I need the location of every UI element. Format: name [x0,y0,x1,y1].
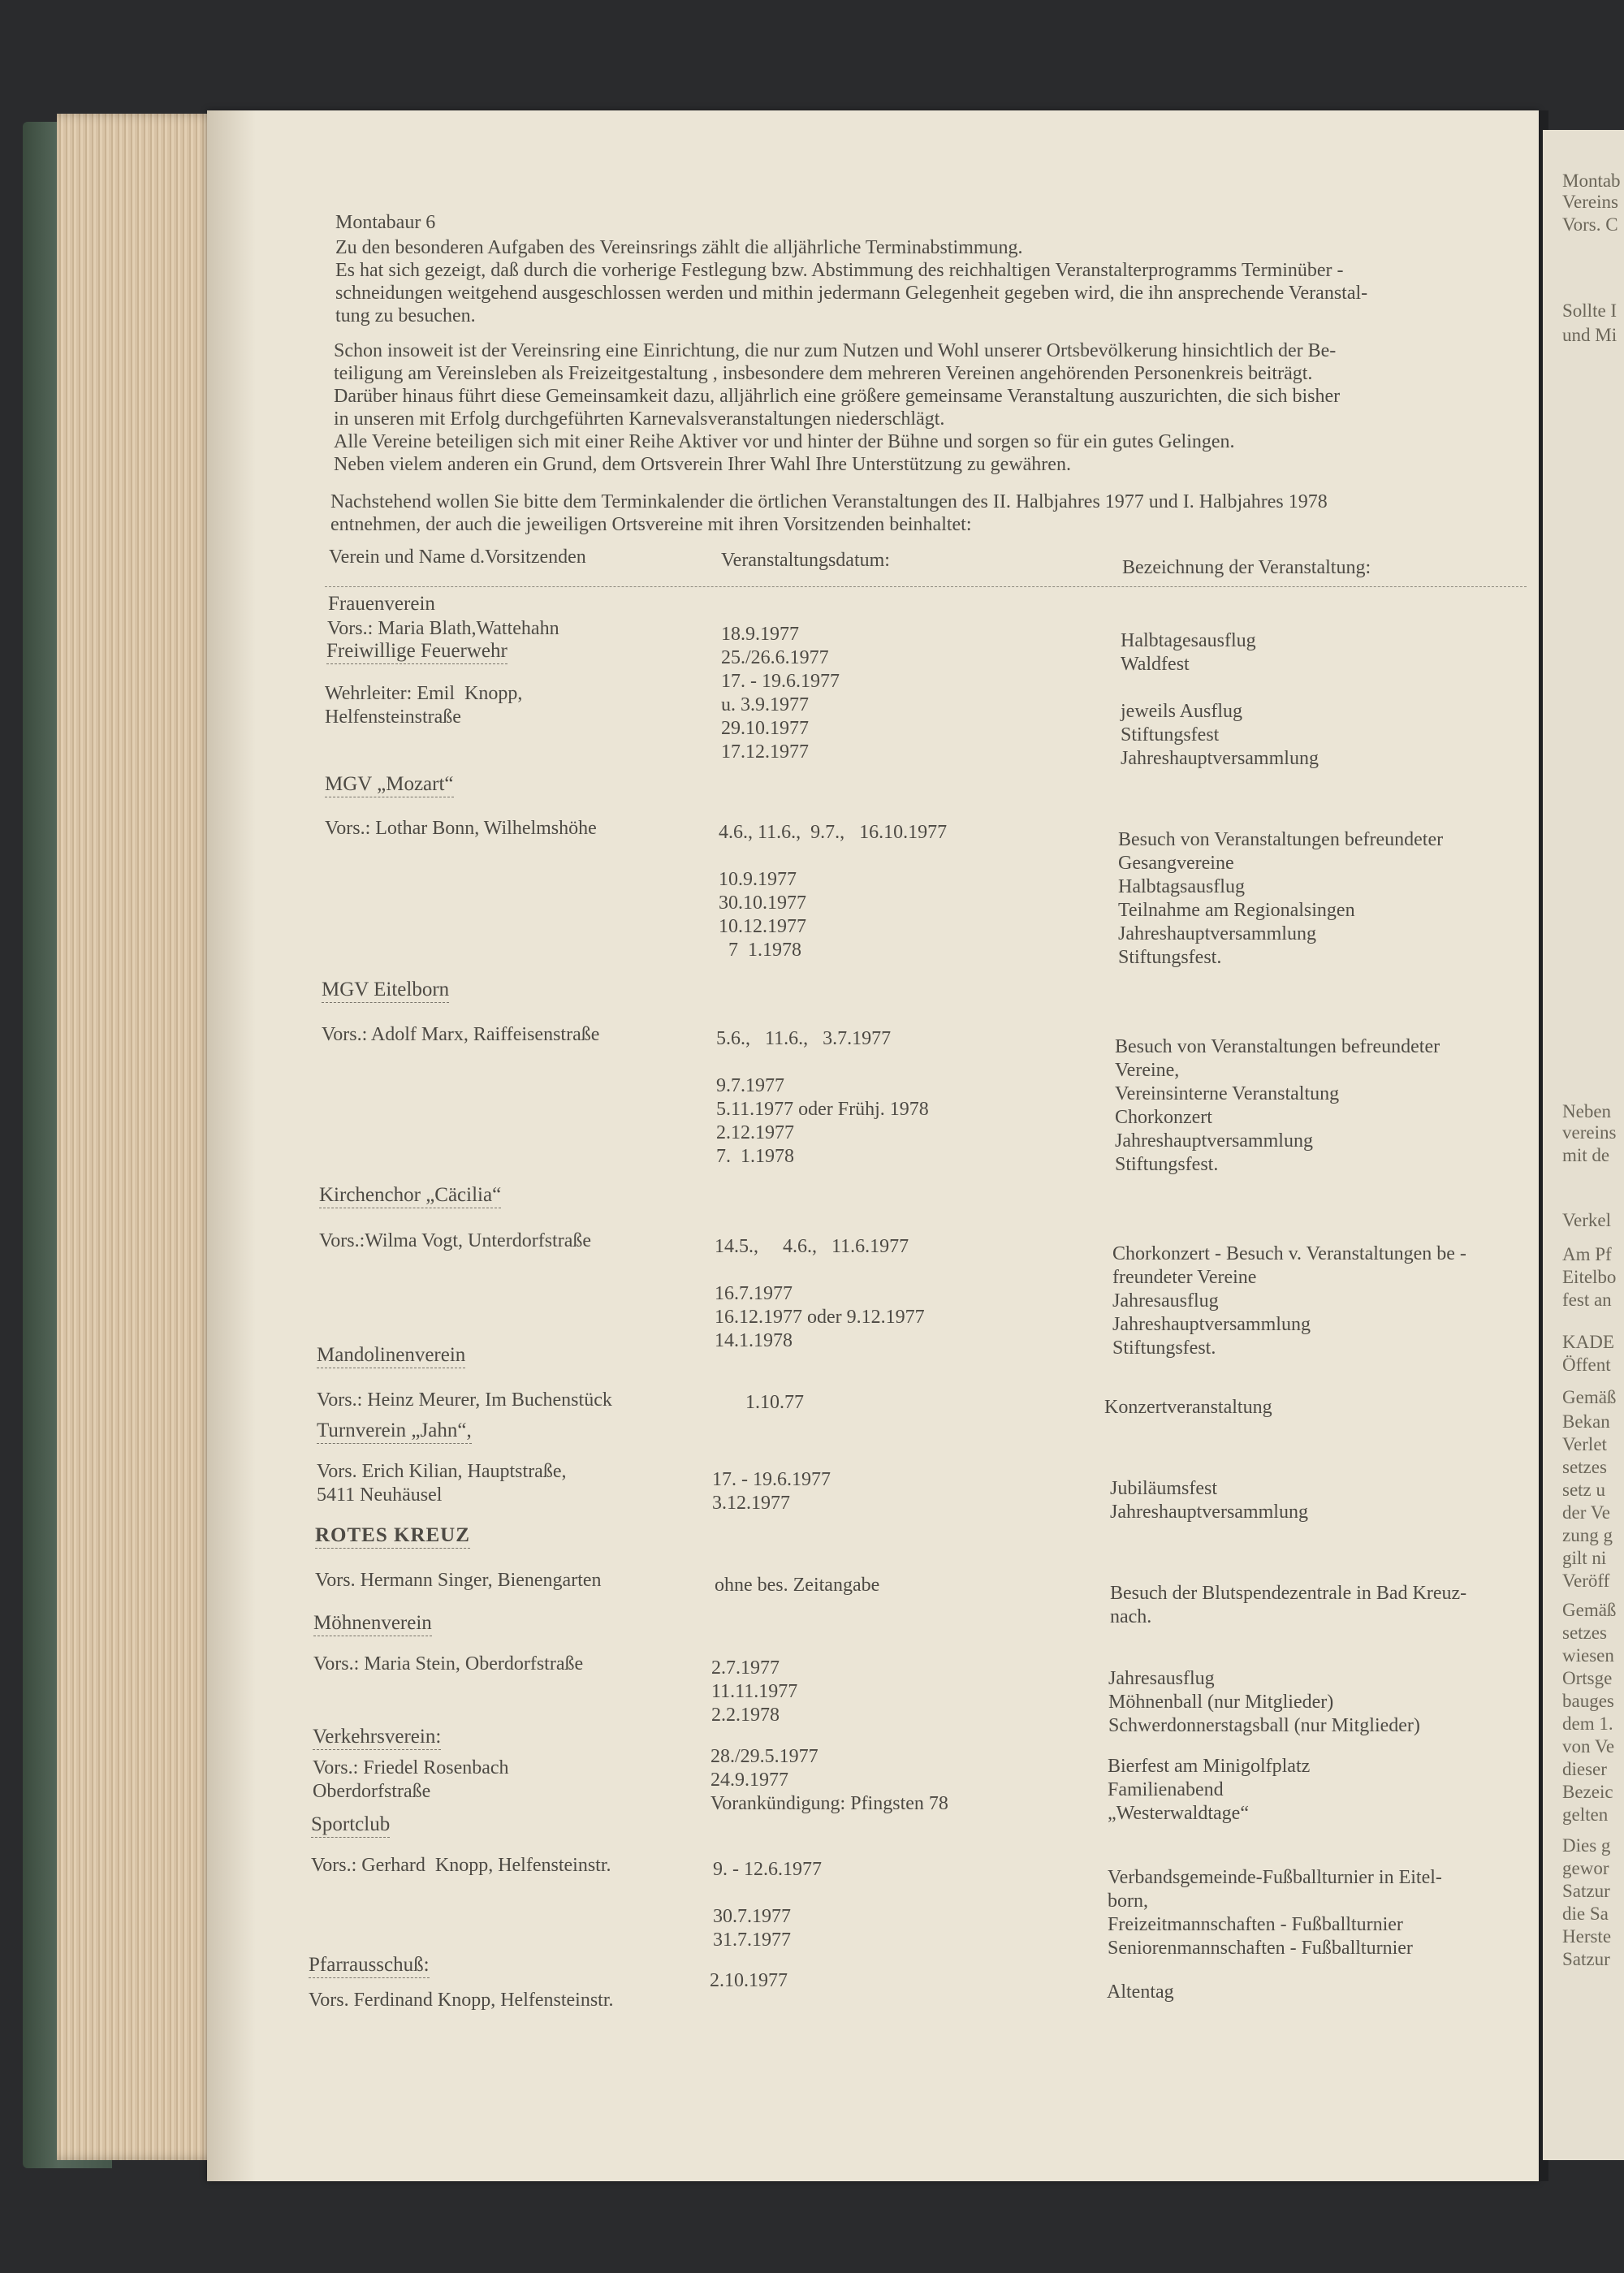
adjacent-page-fragment: Vors. C [1562,214,1618,235]
club-name: MGV „Mozart“ [325,773,454,797]
event-dates: 25./26.6.1977 17. - 19.6.1977 u. 3.9.1977 29.10.1977 17.12.1977 [721,647,840,763]
adjacent-page-fragment: bauges [1562,1691,1614,1711]
event-dates: 17. - 19.6.1977 3.12.1977 [712,1469,831,1514]
adjacent-page-fragment: Eitelbo [1562,1267,1617,1287]
intro-line: Zu den besonderen Aufgaben des Vereinsrings zählt die alljährliche Terminabstimmung. [335,237,1023,258]
club-chair: Vors. Ferdinand Knopp, Helfensteinstr. [309,1990,614,2011]
page-reference: Montabaur 6 [335,212,436,233]
club-name: ROTES KREUZ [315,1524,470,1549]
club-name: Turnverein „Jahn“, [317,1420,472,1444]
adjacent-page-fragment: zung g [1562,1525,1613,1545]
club-chair: Vors.: Friedel Rosenbach Oberdorfstraße [313,1757,509,1802]
adjacent-page-fragment: gewor [1562,1858,1609,1878]
adjacent-page-fragment: gilt ni [1562,1548,1607,1568]
club-chair: Wehrleiter: Emil Knopp, Helfensteinstraße [325,683,523,728]
event-dates: 2.10.1977 [710,1970,788,1991]
club-name: Mandolinenverein [317,1344,465,1368]
adjacent-page-fragment: und Mi [1562,325,1618,345]
club-name: Freiwillige Feuerwehr [326,640,508,664]
adjacent-page-fragment: Verkel [1562,1210,1612,1230]
event-dates: 5.6., 11.6., 3.7.1977 9.7.1977 5.11.1977 oder Frühj. 1978 2.12.1977 7. 1.1978 [716,1028,929,1167]
club-chair: Vors.:Wilma Vogt, Unterdorfstraße [319,1230,591,1251]
adjacent-page-fragment: gelten [1562,1804,1609,1825]
paragraph-line: teiligung am Vereinsleben als Freizeitgestaltung , insbesondere dem mehreren Vereinen angehörenden Personenkreis beiträgt. [334,363,1313,384]
adjacent-page-fragment: setz u [1562,1480,1606,1500]
column-header-event: Bezeichnung der Veranstaltung: [1122,557,1371,578]
paragraph-line: Nachstehend wollen Sie bitte dem Terminkalender die örtlichen Veranstaltungen des II. Halbjahres 1977 und I. Halbjahres 1978 [330,491,1328,512]
club-name: Verkehrsverein: [313,1726,441,1750]
adjacent-page-fragment: mit de [1562,1145,1610,1165]
club-name: Pfarrausschuß: [309,1954,430,1978]
adjacent-page-fragment: Herste [1562,1926,1612,1947]
event-description: Waldfest jeweils Ausflug Stiftungsfest Jahreshauptversammlung [1121,654,1319,769]
paragraph-line: Alle Vereine beteiligen sich mit einer Reihe Aktiver vor und hinter der Bühne und sorgen so für ein gutes Gelingen. [334,431,1235,452]
club-name: Möhnenverein [313,1612,432,1636]
adjacent-page-fragment: Bekan [1562,1411,1610,1432]
event-description: Besuch von Veranstaltungen befreundeter Vereine, Vereinsinterne Veranstaltung Chorkonzert Jahreshauptversammlung Stiftungsfest. [1115,1036,1440,1175]
adjacent-page-fragment: Vereins [1562,192,1618,212]
club-name: Frauenverein [328,593,435,615]
club-chair: Vors. Erich Kilian, Hauptstraße, 5411 Neuhäusel [317,1461,567,1506]
paragraph-line: Darüber hinaus führt diese Gemeinsamkeit dazu, alljährlich eine größere gemeinsame Veranstaltung auszurichten, die sich bisher [334,386,1341,407]
event-description: Jubiläumsfest Jahreshauptversammlung [1110,1478,1308,1523]
club-chair: Vors.: Gerhard Knopp, Helfensteinstr. [311,1855,611,1876]
adjacent-page-fragment: die Sa [1562,1904,1609,1924]
event-dates: ohne bes. Zeitangabe [715,1575,880,1596]
adjacent-page-fragment: Satzur [1562,1949,1610,1969]
event-dates: 4.6., 11.6., 9.7., 16.10.1977 10.9.1977 30.10.1977 10.12.1977 7 1.1978 [719,822,948,961]
event-dates: 9. - 12.6.1977 30.7.1977 31.7.1977 [713,1859,822,1951]
club-name: MGV Eitelborn [322,979,449,1003]
intro-line: Es hat sich gezeigt, daß durch die vorherige Festlegung bzw. Abstimmung des reichhaltigen Veranstalterprogramms Terminüber - [335,260,1344,281]
event-description: Jahresausflug Möhnenball (nur Mitglieder) Schwerdonnerstagsball (nur Mitglieder) [1108,1668,1420,1736]
adjacent-page-fragment: KADE [1562,1332,1614,1352]
adjacent-page-fragment: Dies g [1562,1835,1611,1856]
club-name: Sportclub [311,1813,390,1838]
paragraph-line: entnehmen, der auch die jeweiligen Ortsvereine mit ihren Vorsitzenden beinhaltet: [330,514,972,535]
event-dates: 2.7.1977 11.11.1977 2.2.1978 [711,1657,798,1726]
event-dates: 18.9.1977 [721,624,799,645]
header-rule [325,586,1527,587]
event-description: Besuch der Blutspendezentrale in Bad Kreuz- nach. [1110,1583,1467,1627]
event-description: Verbandsgemeinde-Fußballturnier in Eitel- born, Freizeitmannschaften - Fußballturnier Seniorenmannschaften - Fußballturnier [1108,1867,1442,1959]
adjacent-page-fragment: Bezeic [1562,1782,1613,1802]
club-chair: Vors.: Maria Stein, Oberdorfstraße [313,1653,584,1675]
paragraph-line: in unseren mit Erfolg durchgeführten Karnevalsveranstaltungen niederschlägt. [334,408,945,430]
club-chair: Vors.: Heinz Meurer, Im Buchenstück [317,1389,612,1411]
adjacent-page-fragment: Verlet [1562,1434,1607,1454]
event-description: Altentag [1107,1981,1174,2003]
adjacent-page-fragment: Ortsge [1562,1668,1613,1688]
event-description: Chorkonzert - Besuch v. Veranstaltungen be - freundeter Vereine Jahresausflug Jahreshauptversammlung Stiftungsfest. [1112,1243,1466,1359]
intro-line: schneidungen weitgehend ausgeschlossen werden und mithin jedermann Gelegenheit gegeben wird, die ihn ansprechende Veranstal- [335,283,1368,304]
event-dates: 28./29.5.1977 24.9.1977 Vorankündigung: Pfingsten 78 [710,1746,948,1814]
intro-line: tung zu besuchen. [335,305,476,326]
event-description: Besuch von Veranstaltungen befreundeter Gesangvereine Halbtagsausflug Teilnahme am Regionalsingen Jahreshauptversammlung Stiftungsfest. [1118,829,1444,968]
event-dates: 14.5., 4.6., 11.6.1977 16.7.1977 16.12.1977 oder 9.12.1977 14.1.1978 [715,1236,925,1351]
event-description: Konzertveranstaltung [1104,1397,1272,1418]
adjacent-page-fragment: Sollte I [1562,300,1618,321]
club-chair: Vors.: Maria Blath,Wattehahn [327,618,559,639]
club-chair: Vors.: Lothar Bonn, Wilhelmshöhe [325,818,597,839]
event-description: Halbtagesausflug [1121,630,1256,651]
adjacent-page-fragment: Satzur [1562,1881,1610,1901]
book-page-edges [57,114,231,2160]
adjacent-page-fragment: setzes [1562,1457,1607,1477]
page-gutter-shadow [207,110,256,2181]
paragraph-line: Schon insoweit ist der Vereinsring eine Einrichtung, die nur zum Nutzen und Wohl unserer Ortsbevölkerung hinsichtlich der Be- [334,340,1337,361]
adjacent-page-fragment: wiesen [1562,1645,1614,1666]
club-chair: Vors.: Adolf Marx, Raiffeisenstraße [322,1024,600,1045]
adjacent-page [1543,130,1624,2160]
adjacent-page-fragment: Gemäß [1562,1600,1617,1620]
adjacent-page-fragment: Veröff [1562,1571,1610,1591]
adjacent-page-fragment: Neben [1562,1101,1612,1121]
adjacent-page-fragment: Öffent [1562,1355,1611,1375]
adjacent-page-fragment: vereins [1562,1122,1617,1143]
adjacent-page-fragment: dem 1. [1562,1713,1613,1734]
adjacent-page-fragment: Montab [1562,171,1621,191]
paragraph-line: Neben vielem anderen ein Grund, dem Ortsverein Ihrer Wahl Ihre Unterstützung zu gewähren. [334,454,1071,475]
adjacent-page-fragment: fest an [1562,1290,1612,1310]
column-header-date: Veranstaltungsdatum: [721,550,890,571]
event-description: Bierfest am Minigolfplatz Familienabend „Westerwaldtage“ [1108,1756,1311,1824]
adjacent-page-fragment: Am Pf [1562,1244,1612,1264]
event-dates: 1.10.77 [745,1392,804,1413]
adjacent-page-fragment: von Ve [1562,1736,1615,1757]
club-chair: Vors. Hermann Singer, Bienengarten [315,1570,602,1591]
adjacent-page-fragment: Gemäß [1562,1387,1617,1407]
adjacent-page-fragment: setzes [1562,1623,1607,1643]
column-header-club: Verein und Name d.Vorsitzenden [329,547,586,568]
club-name: Kirchenchor „Cäcilia“ [319,1184,501,1208]
adjacent-page-fragment: der Ve [1562,1502,1610,1523]
adjacent-page-fragment: dieser [1562,1759,1607,1779]
